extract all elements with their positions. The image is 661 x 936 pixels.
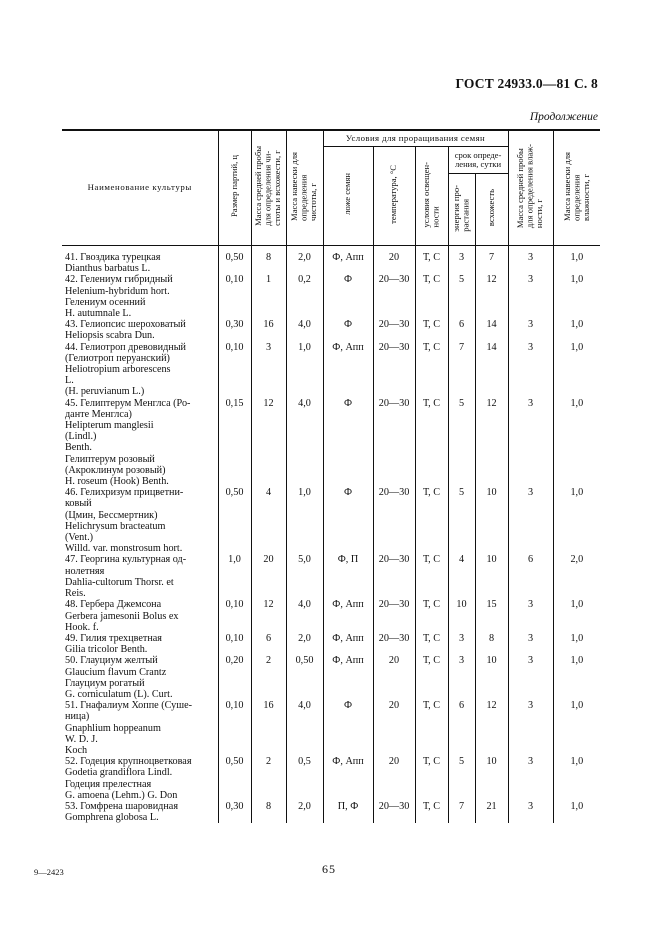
cell-germ: 14 (475, 342, 508, 398)
column-header-bed: ложе семян (323, 147, 373, 246)
cell-purity: 4,0 (286, 319, 323, 341)
cell-light: Т, С (415, 342, 448, 398)
cell-bed: Ф (323, 274, 373, 319)
cell-germ: 12 (475, 700, 508, 756)
cell-moist: 1,0 (553, 246, 600, 275)
column-header-energy: энергия про- растания (448, 174, 475, 246)
cell-moist: 1,0 (553, 756, 600, 801)
table-row (62, 756, 600, 801)
cell-purity: 0,5 (286, 756, 323, 801)
cell-germ: 8 (475, 633, 508, 655)
cell-germ: 7 (475, 246, 508, 275)
cell-energy: 3 (448, 246, 475, 275)
cell-moist_sample: 6 (508, 554, 553, 599)
cell-lot: 0,15 (218, 398, 251, 488)
cell-temp: 20—30 (373, 274, 415, 319)
cell-energy: 5 (448, 398, 475, 488)
cell-temp: 20 (373, 655, 415, 700)
cell-bed: Ф, Апп (323, 655, 373, 700)
cell-temp: 20 (373, 246, 415, 275)
cell-lot: 0,10 (218, 633, 251, 655)
cell-moist_sample: 3 (508, 700, 553, 756)
culture-name: 49. Гилия трехцветная Gilia tricolor Benth. (62, 633, 218, 655)
cell-moist: 1,0 (553, 599, 600, 633)
cell-bed: Ф, Апп (323, 599, 373, 633)
cell-moist: 1,0 (553, 274, 600, 319)
cell-germ: 10 (475, 487, 508, 554)
cell-moist: 1,0 (553, 342, 600, 398)
cell-light: Т, С (415, 487, 448, 554)
culture-name: 43. Гелиопсис шероховатый Heliopsis scabra Dun. (62, 319, 218, 341)
table-row (62, 633, 600, 655)
seed-table (62, 129, 600, 823)
cell-temp: 20—30 (373, 342, 415, 398)
cell-lot: 0,50 (218, 246, 251, 275)
table-row (62, 700, 600, 756)
document-title: ГОСТ 24933.0—81 С. 8 (455, 76, 598, 91)
culture-name: 44. Гелиотроп древовидный (Гелиотроп перуанский) Heliotropium arborescens L. (H. peruvianum L.) (62, 342, 218, 398)
cell-lot: 0,30 (218, 801, 251, 823)
cell-moist_sample: 3 (508, 319, 553, 341)
cell-energy: 7 (448, 801, 475, 823)
cell-moist: 2,0 (553, 554, 600, 599)
cell-moist: 1,0 (553, 801, 600, 823)
cell-moist: 1,0 (553, 655, 600, 700)
cell-energy: 3 (448, 633, 475, 655)
cell-purity: 0,50 (286, 655, 323, 700)
table-row (62, 342, 600, 398)
column-header-lot-size: Размер партий, ц (218, 130, 251, 246)
cell-light: Т, С (415, 274, 448, 319)
cell-sample: 16 (251, 700, 286, 756)
cell-sample: 12 (251, 398, 286, 488)
column-header-weight-purity: Масса навески для определения чистоты, г (286, 130, 323, 246)
cell-sample: 20 (251, 554, 286, 599)
cell-light: Т, С (415, 801, 448, 823)
cell-moist_sample: 3 (508, 756, 553, 801)
table-row (62, 398, 600, 488)
cell-light: Т, С (415, 554, 448, 599)
cell-purity: 2,0 (286, 246, 323, 275)
cell-bed: Ф (323, 398, 373, 488)
cell-bed: Ф (323, 319, 373, 341)
cell-germ: 10 (475, 655, 508, 700)
table-row (62, 246, 600, 275)
table-row (62, 487, 600, 554)
culture-table (62, 129, 600, 823)
cell-bed: Ф (323, 487, 373, 554)
cell-moist_sample: 3 (508, 633, 553, 655)
cell-germ: 15 (475, 599, 508, 633)
culture-name: 51. Гнафалиум Хоппе (Суше- ница) Gnaphlium hoppeanum W. D. J. Koch (62, 700, 218, 756)
cell-purity: 1,0 (286, 342, 323, 398)
column-header-avg-sample: Масса средней пробы для определения чи- стоты и всхожести, г (251, 130, 286, 246)
cell-temp: 20 (373, 700, 415, 756)
culture-name: 41. Гвоздика турецкая Dianthus barbatus L. (62, 246, 218, 275)
cell-sample: 1 (251, 274, 286, 319)
cell-temp: 20 (373, 756, 415, 801)
column-header-weight-moisture: Масса навески для определения влажности, г (553, 130, 600, 246)
cell-energy: 5 (448, 487, 475, 554)
cell-germ: 10 (475, 756, 508, 801)
culture-name: 42. Гелениум гибридный Helenium-hybridum hort. Гелениум осенний H. autumnale L. (62, 274, 218, 319)
cell-purity: 4,0 (286, 700, 323, 756)
cell-purity: 0,2 (286, 274, 323, 319)
cell-moist_sample: 3 (508, 398, 553, 488)
cell-light: Т, С (415, 319, 448, 341)
cell-lot: 0,10 (218, 342, 251, 398)
cell-light: Т, С (415, 398, 448, 488)
column-header-name: Наименование культуры (62, 130, 218, 246)
cell-moist: 1,0 (553, 319, 600, 341)
cell-sample: 4 (251, 487, 286, 554)
cell-purity: 2,0 (286, 633, 323, 655)
culture-name: 48. Гербера Джемсона Gerbera jamesonii Bolus ex Hook. f. (62, 599, 218, 633)
column-header-avg-sample-moisture: Масса средней пробы для определения влаж- ности, г (508, 130, 553, 246)
cell-light: Т, С (415, 655, 448, 700)
cell-sample: 8 (251, 801, 286, 823)
table-row (62, 274, 600, 319)
cell-moist_sample: 3 (508, 655, 553, 700)
cell-light: Т, С (415, 756, 448, 801)
culture-name: 53. Гомфрена шаровидная Gomphrena globosa L. (62, 801, 218, 823)
cell-sample: 8 (251, 246, 286, 275)
cell-sample: 12 (251, 599, 286, 633)
cell-moist_sample: 3 (508, 801, 553, 823)
cell-energy: 5 (448, 756, 475, 801)
cell-moist: 1,0 (553, 700, 600, 756)
cell-bed: Ф, П (323, 554, 373, 599)
cell-germ: 12 (475, 274, 508, 319)
table-row (62, 554, 600, 599)
cell-temp: 20—30 (373, 801, 415, 823)
cell-moist: 1,0 (553, 487, 600, 554)
cell-lot: 0,30 (218, 319, 251, 341)
cell-germ: 21 (475, 801, 508, 823)
culture-name: 52. Годеция крупноцветковая Godetia grandiflora Lindl. Годеция прелестная G. amoena (Lehm.) G. Don (62, 756, 218, 801)
cell-germ: 14 (475, 319, 508, 341)
continuation-label: Продолжение (529, 111, 598, 123)
table-body (62, 246, 600, 824)
cell-lot: 1,0 (218, 554, 251, 599)
cell-energy: 4 (448, 554, 475, 599)
cell-lot: 0,20 (218, 655, 251, 700)
cell-energy: 6 (448, 319, 475, 341)
cell-bed: Ф, Апп (323, 633, 373, 655)
table-row (62, 801, 600, 823)
cell-bed: П, Ф (323, 801, 373, 823)
cell-sample: 2 (251, 756, 286, 801)
cell-temp: 20—30 (373, 554, 415, 599)
cell-light: Т, С (415, 599, 448, 633)
cell-energy: 5 (448, 274, 475, 319)
cell-moist_sample: 3 (508, 487, 553, 554)
cell-temp: 20—30 (373, 599, 415, 633)
cell-temp: 20—30 (373, 633, 415, 655)
culture-name: 47. Георгина культурная од- нолетняя Dahlia-cultorum Thorsr. et Reis. (62, 554, 218, 599)
cell-bed: Ф, Апп (323, 342, 373, 398)
cell-purity: 4,0 (286, 398, 323, 488)
cell-bed: Ф, Апп (323, 246, 373, 275)
cell-energy: 3 (448, 655, 475, 700)
cell-sample: 3 (251, 342, 286, 398)
cell-bed: Ф, Апп (323, 756, 373, 801)
cell-moist: 1,0 (553, 633, 600, 655)
column-header-temperature: температура, °С (373, 147, 415, 246)
cell-energy: 10 (448, 599, 475, 633)
cell-light: Т, С (415, 700, 448, 756)
cell-germ: 10 (475, 554, 508, 599)
cell-light: Т, С (415, 633, 448, 655)
table-row (62, 599, 600, 633)
cell-moist_sample: 3 (508, 599, 553, 633)
cell-lot: 0,10 (218, 274, 251, 319)
cell-moist_sample: 3 (508, 246, 553, 275)
cell-energy: 6 (448, 700, 475, 756)
cell-lot: 0,50 (218, 487, 251, 554)
table-row (62, 319, 600, 341)
cell-temp: 20—30 (373, 487, 415, 554)
page-number: 65 (322, 862, 336, 876)
column-header-germination: всхожесть (475, 174, 508, 246)
column-header-light: условия освещен- ности (415, 147, 448, 246)
cell-purity: 4,0 (286, 599, 323, 633)
column-group-term: срок опреде- ления, сутки (448, 147, 508, 174)
table-row (62, 655, 600, 700)
cell-moist: 1,0 (553, 398, 600, 488)
cell-moist_sample: 3 (508, 274, 553, 319)
culture-name: 46. Гелихризум прицветни- ковый (Цмин, Бессмертник) Helichrysum bracteatum (Vent.) Willd. var. monstrosum hort. (62, 487, 218, 554)
cell-lot: 0,10 (218, 700, 251, 756)
cell-sample: 2 (251, 655, 286, 700)
cell-lot: 0,10 (218, 599, 251, 633)
cell-bed: Ф (323, 700, 373, 756)
print-code: 9—2423 (34, 867, 64, 877)
cell-energy: 7 (448, 342, 475, 398)
culture-name: 50. Глауциум желтый Glaucium flavum Crantz Глауциум рогатый G. corniculatum (L). Curt. (62, 655, 218, 700)
cell-sample: 16 (251, 319, 286, 341)
column-group-germination: Условия для проращивания семян (323, 130, 508, 147)
cell-lot: 0,50 (218, 756, 251, 801)
cell-temp: 20—30 (373, 398, 415, 488)
cell-moist_sample: 3 (508, 342, 553, 398)
cell-temp: 20—30 (373, 319, 415, 341)
cell-purity: 2,0 (286, 801, 323, 823)
cell-purity: 1,0 (286, 487, 323, 554)
cell-germ: 12 (475, 398, 508, 488)
cell-purity: 5,0 (286, 554, 323, 599)
culture-name: 45. Гелиптерум Менглса (Ро- данте Менглса) Helipterum manglesii (Lindl.) Benth. Гелиптерум розовый (Акроклинум розовый) H. roseum (Hook) Benth. (62, 398, 218, 488)
cell-sample: 6 (251, 633, 286, 655)
cell-light: Т, С (415, 246, 448, 275)
